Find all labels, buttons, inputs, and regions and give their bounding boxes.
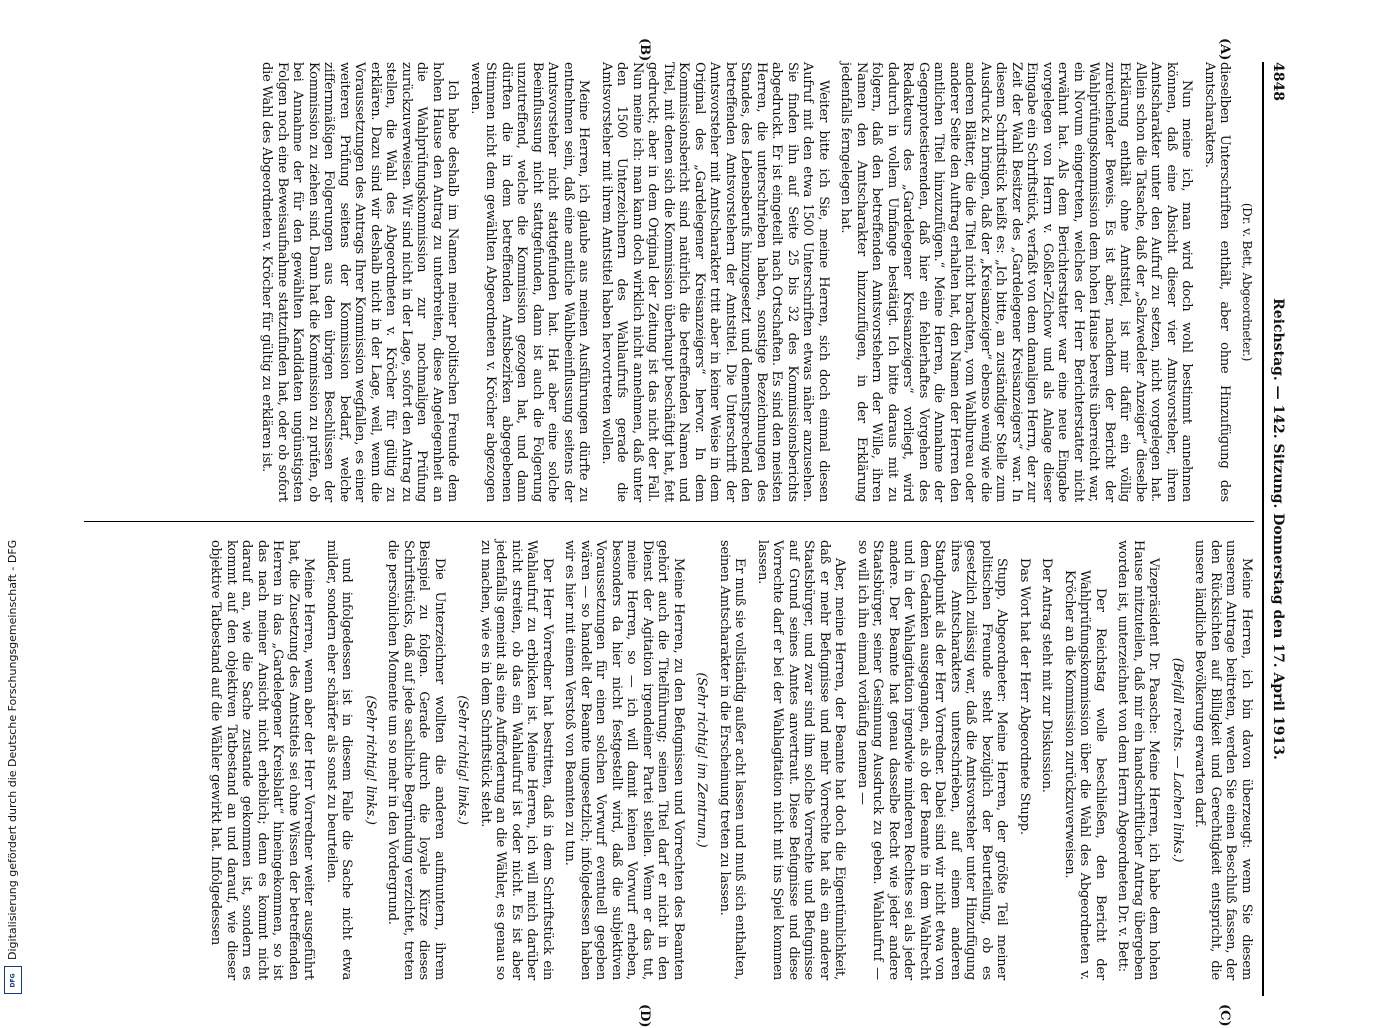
header-rule [1262, 62, 1264, 996]
scanned-page [62, 38, 1292, 1028]
paragraph: Er muß sie vollständig außer acht lassen und muß sich enthalten, seinen Amtscharakter in die Erscheinung treten zu lassen. [717, 540, 748, 980]
paragraph: Meine Herren, wenn aber der Herr Vorredner weiter ausgeführt hat, die Zusetzung des Amtstitels sei ohne Wissen der betreffenden Herren in das „Gardelegener Kreisblatt“ hineingekommen, so ist das nach meiner Ansicht nicht erheblich; denn es kommt nicht darauf an, wie die Sache zustande gekommen ist, sondern es kommt auf den objektiven Tatbestand an und darauf, wie dieser objektive Tatbestand auf die Wähler gewirkt hat. Infolgedessen [208, 540, 317, 980]
rotated-page-content [62, 38, 1292, 1028]
paragraph: Der Herr Vorredner hat bestritten, daß in dem Schriftstück ein Wahlaufruf zu erblicken ist. Meine Herren, ich will mich darüber nicht streiten, ob das ein Wahlaufruf ist oder nicht. Es ist aber jedenfalls gemeint als eine Aufforderung an die Wähler, es genau so zu machen, wie es in dem Schriftstück steht. [478, 540, 555, 980]
digitization-credit-bar [0, 0, 26, 1000]
paragraph: Meine Herren, ich bin davon überzeugt: wenn Sie diesem unserem Antrage beitreten, werden Sie einen Beschluß fassen, der den Rücksichten auf Billigkeit und Gerechtigkeit entspricht, die unsere ländliche Bevölkerung erwarten darf. [1192, 540, 1254, 980]
remark: (Beifall rechts. — Lachen links.) [1170, 657, 1185, 863]
paragraph: Nun meine ich, man wird doch wohl bestimmt annehmen können, daß eine Absicht dieser vier Amtsvorsteher, ihren Amtscharakter unter den Aufruf zu setzen, nicht vorgelegen hat. Allein schon die Tatsache, daß der „Salzwedeler Anzeiger“ dieselbe Erklärung enthält ohne Amtstitel, ist mir dafür ein völlig zureichender Beweis. Es ist aber, nachdem der Bericht der Wahlprüfungskommission dem hohen Hause bereits überreicht war, ein Novum eingetreten, welches der Herr Berichterstatter nicht erwähnt hat. Als dem Berichterstatter war eine neue Eingabe vorgelegen von Herrn v. Goßler-Zichow und als Anlage dieser Eingabe ein Schriftstück, verfaßt von dem damaligen Herrn, der zur Zeit der Wahl Besitzer des „Gardelegener Kreisanzeigers“ war. In diesem Schriftstück heißt es: „Ich bitte, an zuständiger Stelle zum Ausdruck zu bringen, daß der „Kreisanzeiger“ ebenso wenig wie die anderen Blätter, die die Titel nicht brachten, vom Wahlbureau oder anderer Seite den Auftrag erhalten hat, den Namen der Herren den amtlichen Titel hinzuzufügen.“ Meine Herren, die Annahme der Gegenprotestierenden, daß hier ein fehlerhaftes Vorgehen des Redakteurs des „Gardelegener Kreisanzeigers“ vorliegt, wird dadurch in vollem Umfange bestätigt. Ich bitte daraus mit zu folgern, daß den betreffenden Amtsvorstehern der Wille, ihren Namen den Amtscharakter hinzuzufügen, in der Erklärung jedenfalls ferngelegen hat. [838, 62, 1195, 502]
paragraph: Meine Herren, ich glaube aus meinen Ausführungen dürfte zu entnehmen sein, daß eine amtliche Wahlbeeinflussung seitens der Amtsvorsteher nicht stattgefunden hat. Hat aber eine solche Beeinflussung nicht stattgefunden, dann ist auch die Folgerung unzutreffend, welche die Kommission gezogen hat, und dann dürften die in dem betreffenden Amtsbezirken abgegebenen Stimmen nicht dem gewählten Abgeordneten v. Kröcher abgezogen werden. [468, 62, 592, 502]
margin-mark-d: (D) [637, 1004, 652, 1028]
paragraph: dieselben Unterschriften enthält, aber ohne Hinzufügung des Amtscharakters. [1202, 62, 1233, 502]
remark: (Sehr richtig! links.) [363, 695, 378, 825]
paragraph: Die Unterzeichner wollten die anderen aufmuntern, ihrem Beispiel zu folgen. Gerade durch die loyale Kürze dieses Schriftstücks, daß auf jede sachliche Begründung verzichtet, treten die persönlichen Momente um so mehr in den Vordergrund. [385, 540, 447, 980]
motion-text: Der Reichstag wolle beschließen, den Bericht der Wahlprüfungskommission über die Wahl des Abgeordneten v. Kröcher an die Kommission zurückzuverweisen. [1062, 570, 1108, 980]
right-column [201, 540, 1254, 980]
column-divider [84, 521, 1254, 522]
paragraph: Ich habe deshalb im Namen meiner politischen Freunde dem hohen Hause den Antrag zu unterbreiten, diese Angelegenheit an die Wahlprüfungskommission zur nochmaligen Prüfung zurückzuverweisen. Wir sind nicht in der Lage, sofort den Antrag zu stellen, die Wahl des Abgeordneten v. Kröcher für gültig zu erklären. Dazu sind wir deshalb nicht in der Lage, weil, wenn die Voraussetzungen des Antrags Ihrer Kommission wegfallen, es einer weiteren Prüfung seitens der Kommission bedarf, welche ziffernmäßigen Folgerungen aus den übrigen Beschlüssen der Kommission zu ziehen sind. Dann hat die Kommission zu prüfen, ob bei Annahme der für den gewählten Kandidaten ungünstigsten Folgen noch eine Beweisaufnahme stattzufinden hat, oder ob sofort die Wahl des Abgeordneten v. Kröcher für gültig zu erklären ist. [259, 62, 461, 502]
speaker-line: (Dr. v. Bett, Abgeordneter.) [1240, 202, 1254, 362]
remark: (Sehr richtig! links.) [455, 695, 471, 825]
paragraph: Stupp, Abgeordneter: Meine Herren, der größte Teil meiner politischen Freunde steht bezüglich der Beurteilung, ob es gesetzlich zulässig war, daß die Amtsvorsteher unter Hinzufügung ihres Amtscharakters unterschrieben, auf einem anderen Standpunkt als der Herr Vorredner. Dabei sind wir nicht etwa von dem Gedanken ausgegangen, als ob der Beamte in dem Wahlrecht und in der Wahlagitation irgendwie minderen Rechtes sei als jeder andere. Der Beamte hat genau dasselbe Recht wie jeder andere Staatsbürger, seiner Gesinnung Ausdruck zu geben. Wahlaufruf — so will ich ihn einmal vorläufig nennen — [855, 540, 1010, 980]
remark: (Sehr richtig! im Zentrum.) [694, 672, 710, 848]
paragraph: Aber, meine Herren, der Beamte hat doch die Eigentümlichkeit, daß er mehr Befugnisse und mehr Vorrechte hat als ein anderer Staatsbürger, und zwar sind ihm solche Vorrechte und Befugnisse auf Grund seines Amtes anvertraut. Diese Befugnisse und diese Vorrechte darf er bei der Wahlagitation nicht mit ins Spiel kommen lassen. [755, 540, 848, 980]
margin-mark-a: (A) [1217, 38, 1232, 61]
paragraph: Der Antrag steht mit zur Diskussion. [1039, 558, 1055, 793]
paragraph: Meine Herren, zu den Befugnissen und Vorrechten des Beamten gehört auch die Titelführung; seinen Titel darf er nicht in den Dienst der Agitation irgendeiner Partei stellen. Wenn er das tut, meine Herren, so — ich will damit keinen Vorwurf erheben, besonders da hier nicht festgestellt wird, daß die subjektiven Voraussetzungen für einen solchen Vorwurf eventuell gegeben wären — so handelt der Beamte ungesetzlich; infolgedessen haben wir es hier mit einem Verstoß von Beamten zu tun. [562, 540, 686, 980]
paragraph: Vizepräsident Dr. Paasche: Meine Herren, ich habe dem hohen Hause mitzuteilen, daß mir ein handschriftlicher Antrag übergeben worden ist, unterzeichnet von dem Herrn Abgeordneten Dr. v. Bett: [1115, 540, 1162, 980]
page-number: 4848 [1270, 62, 1286, 101]
page-header [1262, 62, 1292, 996]
dfg-logo-text: DFG [9, 972, 17, 988]
left-column [252, 62, 1254, 502]
running-title: Reichstag. — 142. Sitzung. Donnerstag den 17. April 1913. [1270, 298, 1286, 760]
paragraph: Das Wort hat der Herr Abgeordnete Stupp. [1017, 558, 1032, 835]
dfg-logo [4, 966, 22, 994]
paragraph: und infolgedessen ist in diesem Falle die Sache nicht etwa milder, sondern eher schärfer als sonst zu beurteilen. [324, 540, 355, 980]
paragraph: Weiter bitte ich Sie, meine Herren, sich doch einmal diesen Aufruf mit den etwa 1500 Unterschriften etwas näher anzusehen. Sie finden ihn auf Seite 25 bis 32 des Kommissionsberichts abgedruckt. Er ist eingeteilt nach Ortschaften. Es sind den meisten Herren, die unterschrieben haben, sonstige Bezeichnungen des Standes, des Lebensberufs hinzugesetzt und dementsprechend den betreffenden Amtsvorstehern der Amtstitel. Die Unterschrift der Amtsvorsteher mit Amtscharakter tritt aber in keiner Weise in dem Original des „Gardelegener Kreisanzeigers“ hervor. In dem Kommissionsbericht sind natürlich die betreffenden Namen und Titel, mit denen sich die Kommission überhaupt beschäftigt hat, fett gedruckt; aber in dem Original der Zeitung ist das nicht der Fall. Nun meine ich: man kann doch wirklich nicht annehmen, daß unter den 1500 Unterzeichnern des Wahlaufrufs gerade die Amtsvorsteher mit ihrem Amtstitel haben hervortreten wollen. [599, 62, 831, 502]
digitization-credit: Digitalisierung gefördert durch die Deutsche Forschungsgemeinschaft - DFG [6, 539, 19, 960]
margin-mark-b: (B) [637, 38, 652, 62]
margin-mark-c: (C) [1217, 1004, 1232, 1027]
